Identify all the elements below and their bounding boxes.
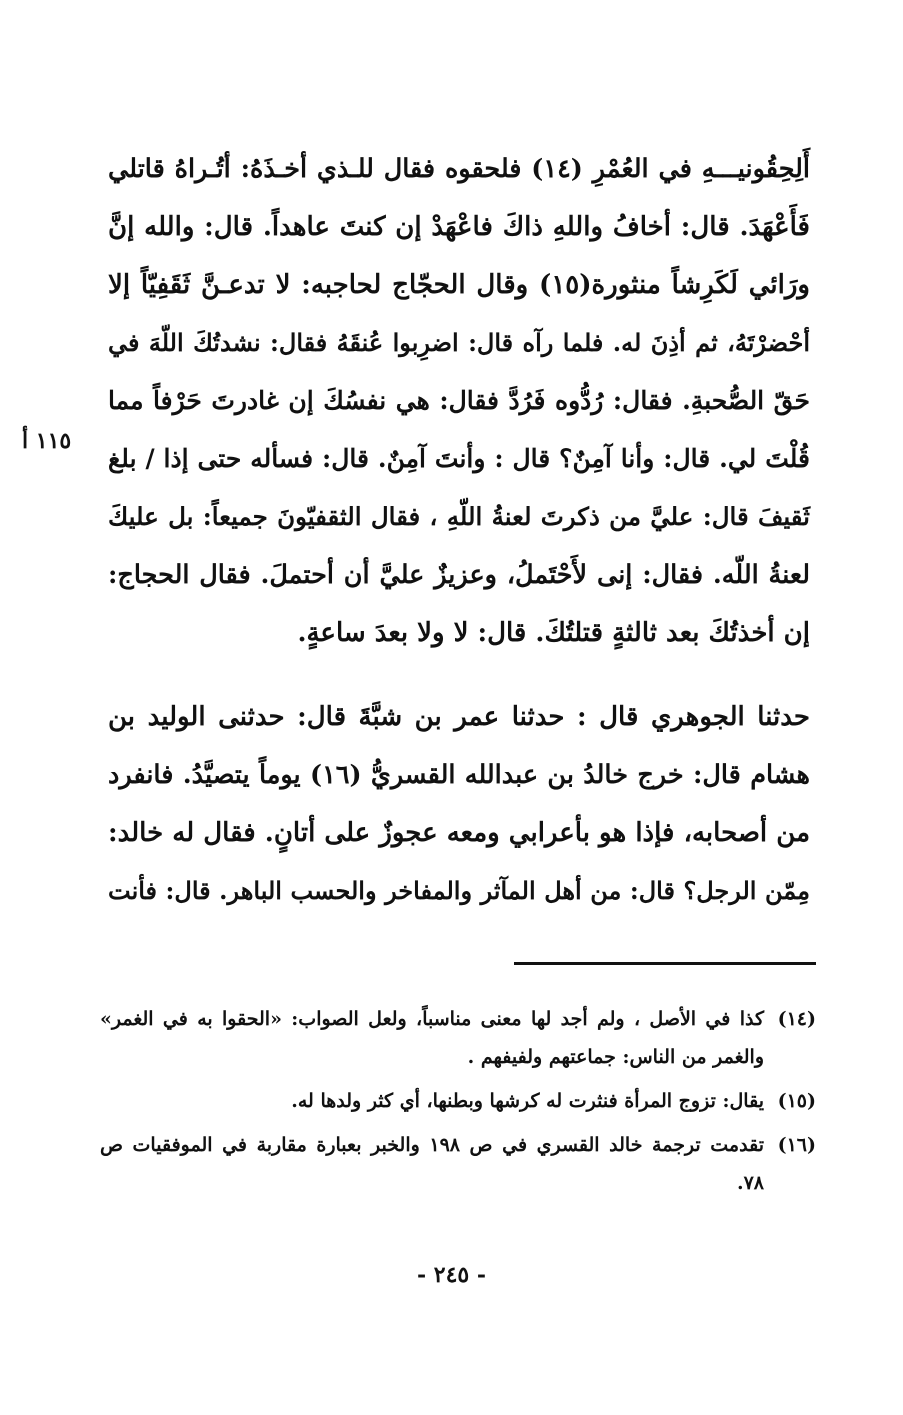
body-line: لعنةُ اللّه. فقال: إنى لأَحْتَملُ، وعزيزٌ عليَّ أن أحتملَ. فقال الحجاج: xyxy=(108,560,810,590)
footnote-text xyxy=(100,1082,764,1120)
paragraph-2 xyxy=(108,688,810,920)
footnote-15 xyxy=(100,1082,816,1120)
body-line: مِمّن الرجل؟ قال: من أهل المآثر والمفاخر والحسب الباهر. قال: فأنت xyxy=(108,876,810,905)
footnote-line: يقال: تزوج المرأة فنثرت له كرشها وبطنها، أي كثر ولدها له. xyxy=(291,1090,764,1112)
body-line: فَأَعْهَدَ. قال: أخافُ واللهِ ذاكَ فاعْهَدْ إن كنتَ عاهداً. قال: والله إنَّ xyxy=(108,212,810,242)
body-line: ثَقيفَ قال: عليَّ من ذكرتَ لعنةُ اللّهِ ، فقال الثقفيّونَ جميعاً: بل عليكَ xyxy=(108,502,810,531)
footnote-line: والغمر من الناس: جماعتهم ولفيفهم . xyxy=(467,1046,764,1068)
footnote-text xyxy=(100,1000,764,1076)
footnote-separator-rule xyxy=(514,962,816,965)
footnote-text xyxy=(100,1126,764,1202)
footnote-number: (١٦) xyxy=(777,1134,816,1156)
footnote-line: ٧٨. xyxy=(736,1172,764,1194)
body-line: من أصحابه، فإذا هو بأعرابي ومعه عجوزٌ على أتانٍ. فقال له خالد: xyxy=(108,818,810,848)
body-line: أَلِحِقُونيـــهِ في العُمْرِ (١٤) فلحقوه فقال للـذي أخـذَهُ: أتُـراهُ قاتلي xyxy=(108,154,811,184)
page-number: - ٢٤٥ - xyxy=(416,1262,487,1288)
body-line: حَقّ الصُّحبةِ. فقال: رُدُّوه فَرُدَّ فقال: هي نفسُكَ إن غادرتَ حَرْفاً مما xyxy=(108,386,810,415)
footnote-line: تقدمت ترجمة خالد القسري في ص ١٩٨ والخبر بعبارة مقاربة في الموفقيات ص xyxy=(100,1134,764,1156)
body-line: ورَائي لَكَرِشاً منثورة(١٥) وقال الحجّاج لحاجبه: لا تدعـنَّ ثَقَفِيّاً إلا xyxy=(108,270,810,300)
body-line: قُلْتَ لي. قال: وأنا آمِنٌ؟ قال : وأنتَ آمِنٌ. قال: فسأله حتى إذا / بلغ xyxy=(108,444,810,473)
body-line: حدثنا الجوهري قال : حدثنا عمر بن شبَّةَ قال: حدثنى الوليد بن xyxy=(108,702,810,732)
body-line: هشام قال: خرج خالدُ بن عبدالله القسريُّ (١٦) يوماً يتصيَّدُ. فانفرد xyxy=(108,760,810,790)
footnote-number: (١٥) xyxy=(777,1090,816,1112)
body-line: أحْضرْتَهُ، ثم أذِنَ له. فلما رآه قال: اضرِبوا عُنقَهُ فقال: نشدتُكَ اللّهَ في xyxy=(108,328,810,357)
footnote-number: (١٤) xyxy=(777,1008,816,1030)
footnotes xyxy=(100,1000,816,1208)
footnote-16 xyxy=(100,1126,816,1202)
body-line: إن أخذتُكَ بعد ثالثةٍ قتلتُكَ. قال: لا ولا بعدَ ساعةٍ. xyxy=(297,618,810,648)
margin-folio-note: ١١٥ أ xyxy=(22,428,72,454)
paragraph-1 xyxy=(108,140,810,662)
footnote-line: كذا في الأصل ، ولم أجد لها معنى مناسباً، ولعل الصواب: «الحقوا به في الغمر» xyxy=(100,1008,764,1030)
footnote-14 xyxy=(100,1000,816,1076)
